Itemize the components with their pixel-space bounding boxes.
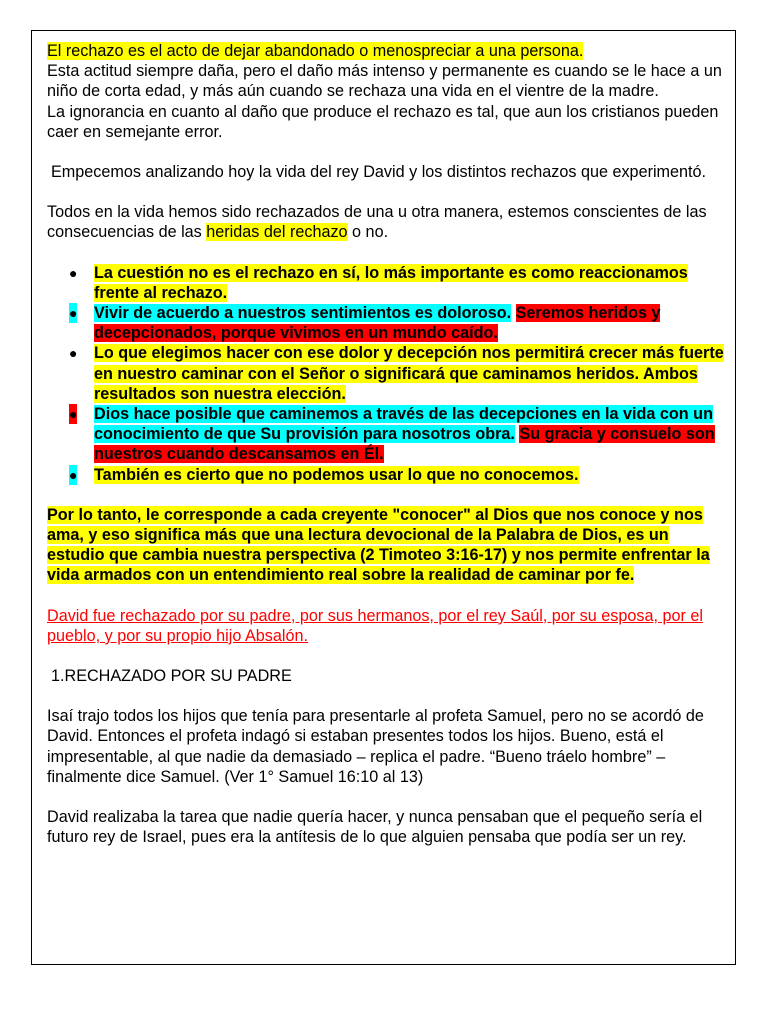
bullet-icon: ● — [69, 303, 77, 323]
bullet-text: También es cierto que no podemos usar lo que no conocemos. — [94, 465, 579, 484]
isai-paragraph: Isaí trajo todos los hijos que tenía para presentarle al profeta Samuel, pero no se acordó de David. Entonces el profeta indagó si estaban presentes todos los hijos. Bueno, está el impresentable, al que nadie da demasiado – replica el padre. “Bueno tráelo hombre” – finalmente dice Samuel. (Ver 1° Samuel 16:10 al 13) — [47, 707, 704, 786]
conocer-paragraph — [47, 505, 727, 586]
bullet-icon: ● — [69, 345, 78, 362]
rechazado-paragraph — [47, 606, 727, 646]
todos-paragraph — [47, 202, 727, 242]
tarea-paragraph: David realizaba la tarea que nadie quería hacer, y nunca pensaban que el pequeño sería el futuro rey de Israel, pues era la antítesis de lo que alguien pensaba que podía ser un rey. — [47, 808, 703, 847]
intro-paragraph — [47, 41, 727, 142]
david-intro-paragraph: Empecemos analizando hoy la vida del rey David y los distintos rechazos que experimentó. — [51, 163, 707, 182]
intro-line-2: Esta actitud siempre daña, pero el daño más intenso y permanente es cuando se le hace a un niño de corta edad, y más aún cuando se rechaza una vida en el vientre de la madre. — [47, 62, 722, 101]
list-item — [47, 303, 727, 343]
list-item — [47, 404, 727, 465]
rechazado-text: David fue rechazado por su padre, por sus hermanos, por el rey Saúl, por su esposa, por el pueblo, y por su propio hijo Absalón. — [47, 606, 703, 645]
list-item — [47, 465, 727, 485]
intro-line-3: La ignorancia en cuanto al daño que produce el rechazo es tal, que aun los cristianos pueden caer en semejante error. — [47, 102, 719, 141]
conocer-text: Por lo tanto, le corresponde a cada creyente "conocer" al Dios que nos conoce y nos ama, y eso significa más que una lectura devocional de la Palabra de Dios, es un estudio que cambia nuestra perspectiva (2 Timoteo 3:16-17) y nos permite enfrentar la vida armados con un entendimiento real sobre la realidad de caminar por fe. — [47, 505, 710, 585]
bullet-icon: ● — [69, 264, 78, 281]
bullet-text: La cuestión no es el rechazo en sí, lo más importante es como reaccionamos frente al rechazo. — [94, 263, 688, 302]
list-item — [47, 263, 727, 303]
section-heading: 1.RECHAZADO POR SU PADRE — [51, 667, 292, 686]
todos-highlight: heridas del rechazo — [206, 223, 348, 242]
bullet-text-red: Su gracia y consuelo son nuestros cuando descansamos en Él. — [94, 425, 715, 464]
todos-end: o no. — [347, 223, 389, 242]
bullet-text: Dios hace posible que caminemos a través de las decepciones en la vida con un conocimiento de que Su provisión para nosotros obra. — [94, 405, 713, 444]
list-item — [47, 343, 727, 404]
bullet-text: Vivir de acuerdo a nuestros sentimientos es doloroso. — [94, 304, 512, 323]
bullet-text-red: Seremos heridos y decepcionados, porque vivimos en un mundo caído. — [94, 304, 661, 343]
bullet-list — [47, 263, 727, 485]
bullet-text: Lo que elegimos hacer con ese dolor y decepción nos permitirá crecer más fuerte en nuestro caminar con el Señor o significará que caminamos heridos. Ambos resultados son nuestra elección. — [94, 344, 724, 403]
bullet-icon: ● — [69, 404, 77, 424]
document-body — [47, 41, 727, 848]
todos-text: Todos en la vida hemos sido rechazados de una u otra manera, estemos conscientes de las consecuencias de las — [47, 203, 707, 242]
bullet-icon: ● — [69, 465, 77, 485]
document-page — [31, 30, 736, 965]
intro-definition: El rechazo es el acto de dejar abandonado o menospreciar a una persona. — [47, 42, 584, 60]
